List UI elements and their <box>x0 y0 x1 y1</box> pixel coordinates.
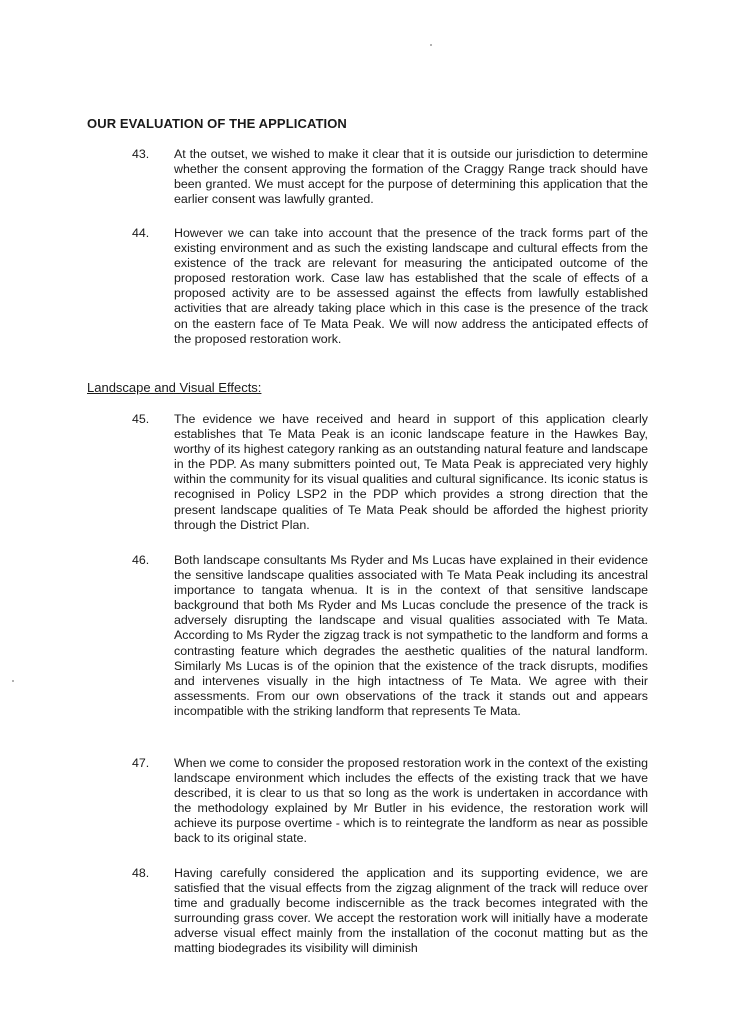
paragraph-43 <box>132 147 648 207</box>
paragraph-number: 44. <box>132 226 150 240</box>
paragraph-number: 47. <box>132 756 150 770</box>
scan-speck <box>430 44 432 46</box>
paragraph-45 <box>132 412 648 533</box>
paragraph-text: When we come to consider the proposed restoration work in the context of the existing landscape environment which includes the effects of the existing track that we have described, it is clear to us that so long as the work is undertaken in accordance with the methodology explained by Mr Butler in his evidence, the restoration work will achieve its purpose overtime - which is to reintegrate the landform as near as possible back to its original state. <box>174 756 648 846</box>
paragraph-48 <box>132 866 648 957</box>
paragraph-46 <box>132 553 648 719</box>
subsection-heading: Landscape and Visual Effects: <box>87 380 262 395</box>
paragraph-text: Both landscape consultants Ms Ryder and Ms Lucas have explained in their evidence the sensitive landscape qualities associated with Te Mata Peak including its ancestral importance to tangata whenua. It is in the context of that sensitive landscape background that both Ms Ryder and Ms Lucas conclude the presence of the track is adversely disrupting the landscape and visual qualities associated with Te Mata. According to Ms Ryder the zigzag track is not sympathetic to the landform and forms a contrasting feature which degrades the aesthetic qualities of the natural landform. Similarly Ms Lucas is of the opinion that the existence of the track disrupts, modifies and intervenes visually in the high intactness of Te Mata. We agree with their assessments. From our own observations of the track it stands out and appears incompatible with the striking landform that represents Te Mata. <box>174 553 648 718</box>
scan-speck <box>12 680 14 682</box>
paragraph-number: 43. <box>132 147 150 161</box>
paragraph-number: 48. <box>132 866 150 880</box>
paragraph-text: The evidence we have received and heard in support of this application clearly establishes that Te Mata Peak is an iconic landscape feature in the Hawkes Bay, worthy of its highest category ranking as an outstanding natural feature and landscape in the PDP. As many submitters pointed out, Te Mata Peak is appreciated very highly within the community for its visual qualities and cultural significance. Its iconic status is recognised in Policy LSP2 in the PDP which provides a strong direction that the present landscape qualities of Te Mata Peak should be afforded the highest priority through the District Plan. <box>174 412 648 532</box>
paragraph-text: At the outset, we wished to make it clear that it is outside our jurisdiction to determine whether the consent approving the formation of the Craggy Range track should have been granted. We must accept for the purpose of determining this application that the earlier consent was lawfully granted. <box>174 147 648 207</box>
paragraph-number: 45. <box>132 412 150 426</box>
paragraph-text: However we can take into account that the presence of the track forms part of the existing environment and as such the existing landscape and cultural effects from the existence of the track are relevant for measuring the anticipated outcome of the proposed restoration work. Case law has established that the scale of effects of a proposed activity are to be assessed against the effects from lawfully established activities that are already taking place which in this case is the presence of the track on the eastern face of Te Mata Peak. We will now address the anticipated effects of the proposed restoration work. <box>174 226 648 346</box>
paragraph-44 <box>132 226 648 347</box>
paragraph-number: 46. <box>132 553 150 567</box>
paragraph-47 <box>132 756 648 847</box>
paragraph-text: Having carefully considered the application and its supporting evidence, we are satisfied that the visual effects from the zigzag alignment of the track will reduce over time and gradually become indiscernible as the track becomes integrated with the surrounding grass cover. We accept the restoration work will initially have a moderate adverse visual effect mainly from the installation of the coconut matting but as the matting biodegrades its visibility will diminish <box>174 866 648 956</box>
section-heading: OUR EVALUATION OF THE APPLICATION <box>87 116 347 131</box>
